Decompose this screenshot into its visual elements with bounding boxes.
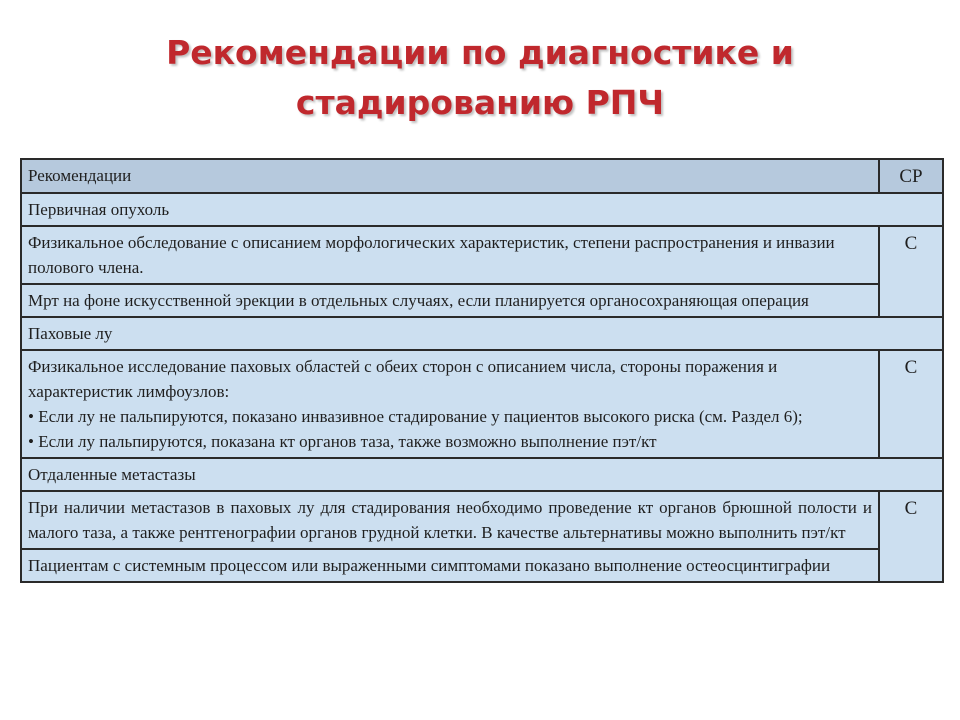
- table-row: [21, 284, 943, 317]
- bullet-item: • Если лу не пальпируются, показано инвазивное стадирование у пациентов высокого риска (см. Раздел 6);: [28, 407, 803, 426]
- slide-title: [0, 28, 960, 128]
- section-title: Первичная опухоль: [21, 193, 943, 226]
- recommendation-text: Мрт на фоне искусственной эрекции в отдельных случаях, если планируется органосохраняющая операция: [21, 284, 879, 317]
- header-recommendations: Рекомендации: [21, 159, 879, 193]
- section-row-primary-tumor: [21, 193, 943, 226]
- recommendation-text: Физикальное исследование паховых областей с обеих сторон с описанием числа, стороны поражения и характеристик лимфоузлов:: [28, 357, 778, 401]
- title-line-2: стадированию РПЧ: [295, 83, 665, 122]
- title-line-1: Рекомендации по диагностике и: [166, 33, 794, 72]
- section-row-inguinal-nodes: [21, 317, 943, 350]
- table-row: [21, 491, 943, 549]
- grade-cell: С: [879, 491, 943, 582]
- recommendations-table: [20, 158, 944, 583]
- table-row: [21, 549, 943, 582]
- section-title: Отдаленные метастазы: [21, 458, 943, 491]
- table-row: [21, 350, 943, 458]
- grade-cell: С: [879, 226, 943, 317]
- table-header-row: [21, 159, 943, 193]
- recommendation-cell: [21, 350, 879, 458]
- recommendation-text: Пациентам с системным процессом или выраженными симптомами показано выполнение остеосцинтиграфии: [21, 549, 879, 582]
- recommendation-text: При наличии метастазов в паховых лу для стадирования необходимо проведение кт органов брюшной полости и малого таза, а также рентгенографии органов грудной клетки. В качестве альтернативы можно выполнить пэт/кт: [21, 491, 879, 549]
- recommendation-text: Физикальное обследование с описанием морфологических характеристик, степени распространения и инвазии полового члена.: [21, 226, 879, 284]
- table-row: [21, 226, 943, 284]
- section-title: Паховые лу: [21, 317, 943, 350]
- section-row-distant-metastases: [21, 458, 943, 491]
- bullet-item: • Если лу пальпируются, показана кт органов таза, также возможно выполнение пэт/кт: [28, 432, 657, 451]
- header-grade: СР: [879, 159, 943, 193]
- grade-cell: С: [879, 350, 943, 458]
